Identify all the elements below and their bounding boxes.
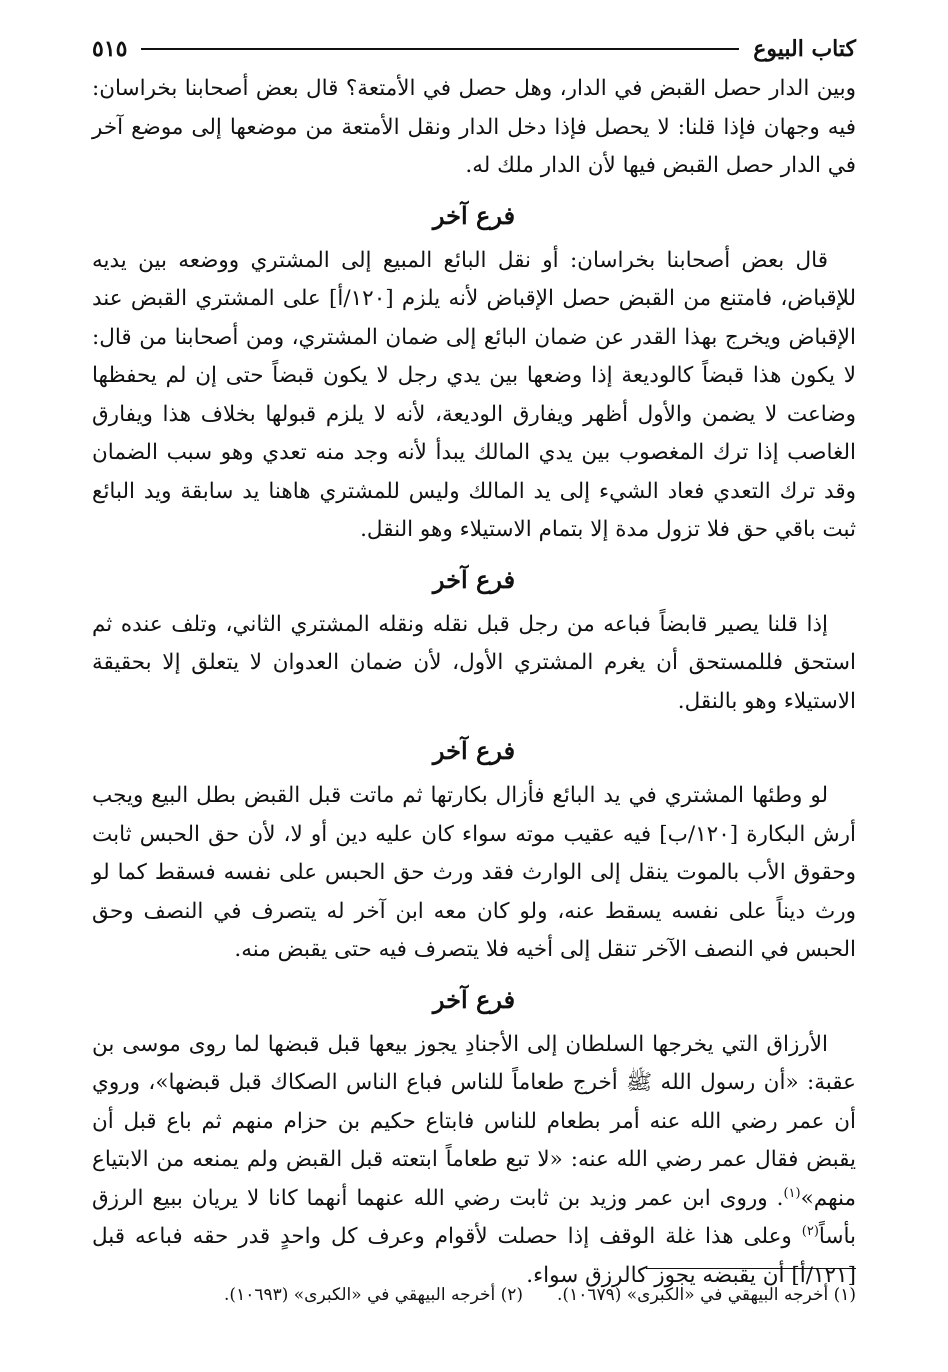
footnotes	[92, 1282, 856, 1308]
footnote-ref[interactable]: (٢)	[801, 1223, 819, 1239]
footnote: (١) أخرجه البيهقي في «الكبرى» (١٠٦٧٩).	[557, 1285, 856, 1305]
footnote: (٢) أخرجه البيهقي في «الكبرى» (١٠٦٩٣).	[224, 1285, 524, 1305]
footnote-ref[interactable]: (١)	[783, 1185, 801, 1201]
section-heading: فرع آخر	[432, 200, 516, 230]
page-header	[92, 34, 856, 64]
section-heading: فرع آخر	[432, 736, 516, 765]
page-body	[92, 70, 856, 1295]
paragraph: لو وطئها المشتري في يد البائع فأزال بكارتها ثم ماتت قبل القبض بطل البيع ويجب أرش البكارة [١٢٠/ب] فيه عقيب موته سواء كان عليه دين أو لا، لأن حق الحبس ثابت وحقوق الأب بالموت ينقل إلى الوارث فقد ورث حق الحبس على نفسه فسقط كما لو ورث ديناً على نفسه يسقط عنه، ولو كان معه ابن آخر له يتصرف في النصف وحق الحبس في النصف الآخر تنقل إلى أخيه فلا يتصرف فيه حتى يقبض منه.	[92, 783, 857, 962]
paragraph: قال بعض أصحابنا بخراسان: أو نقل البائع المبيع إلى المشتري ووضعه بين يديه للإقباض، فامتنع من القبض حصل الإقباض لأنه يلزم [١٢٠/أ] على المشتري القبض عند الإقباض ويخرج بهذا القدر عن ضمان البائع إلى ضمان المشتري، ومن أصحابنا من قال: لا يكون هذا قبضاً كالوديعة إذا وضعها بين يدي رجل لا يكون قبضاً حتى إن لم يحفظها وضاعت لا يضمن والأول أظهر ويفارق الوديعة، لأنه لا يلزم قبولها بخلاف هذا ويفارق الغاصب إذا ترك المغصوب بين يدي المالك يبدأ لأنه وجد منه تعدي وهو سبب الضمان وقد ترك التعدي فعاد الشيء إلى يد المالك وليس للمشتري هاهنا يد سابقة ويد البائع ثبت باقي حق فلا تزول مدة إلا بتمام الاستيلاء وهو النقل.	[92, 247, 856, 542]
running-title: كتاب البيوع	[753, 36, 856, 62]
paragraph: وبين الدار حصل القبض في الدار، وهل حصل في الأمتعة؟ قال بعض أصحابنا بخراسان: فيه وجهان فإذا قلنا: لا يحصل فإذا دخل الدار ونقل الأمتعة من موضعها إلى موضع آخر في الدار حصل القبض فيها لأن الدار ملك له.	[92, 76, 856, 178]
paragraph: إذا قلنا يصير قابضاً فباعه من رجل قبل نقله ونقله المشتري الثاني، وتلف عنده ثم استحق فللمستحق أن يغرم المشتري الأول، لأن ضمان العدوان لا يتعلق إلا بحقيقة الاستيلاء وهو بالنقل.	[92, 611, 856, 714]
footnote-rule	[646, 1268, 856, 1269]
paragraph-text: الأرزاق التي يخرجها السلطان إلى الأجنادِ يجوز بيعها قبل قبضها لما روى موسى بن عقبة: «أن رسول الله ﷺ أخرج طعاماً للناس فباع الناس الصكاك قبل قبضها»، وروي أن عمر رضي الله عنه أمر بطعام للناس فابتاع حكيم بن حزام منهم ثم باع قبل أن يقبض فقال عمر رضي الله عنه: «لا تبع طعاماً ابتعته قبل القبض ولم يمنعه من الابتياع منهم»	[92, 1031, 856, 1211]
page-number: ٥١٥	[92, 36, 128, 62]
paragraph-text: وعلى هذا غلة الوقف إذا حصلت لأقوام وعرف كل واحدٍ قدر حقه فباعه قبل [١٢١/أ] أن يقبضه يجوز كالرزق سواء.	[92, 1224, 856, 1288]
paragraph-text: . وروى ابن عمر وزيد بن ثابت رضي الله عنهما أنهما كانا لا يريان ببيع الرزق بأساً	[92, 1185, 856, 1249]
section-heading: فرع آخر	[432, 564, 516, 594]
header-rule	[141, 48, 739, 50]
section-heading: فرع آخر	[432, 984, 516, 1014]
paragraph-with-footnotes	[92, 1026, 856, 1296]
